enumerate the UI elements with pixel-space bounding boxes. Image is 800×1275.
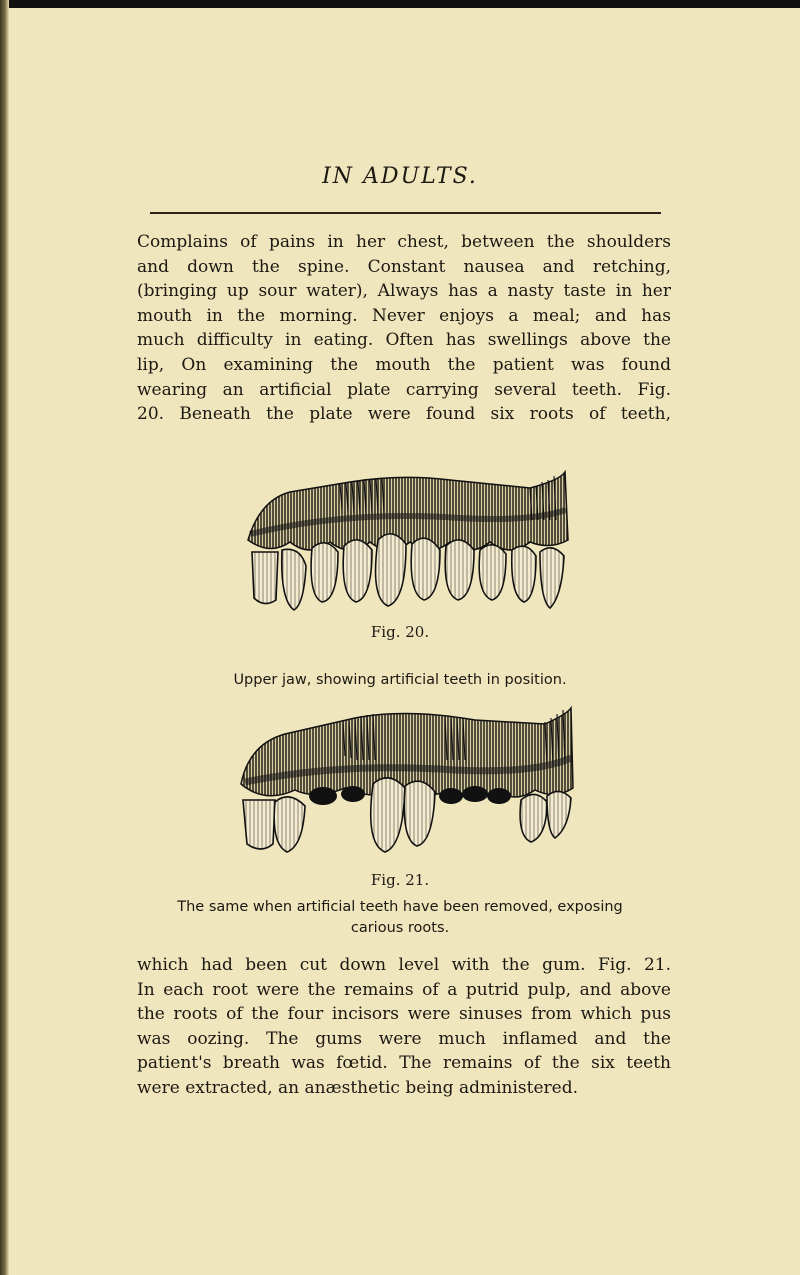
text-line: and down the spine. Constant nausea and retching, [137, 256, 671, 277]
text-line: 20. Beneath the plate were found six roots of teeth, [137, 404, 671, 425]
figure-21 [0, 704, 800, 856]
running-head: IN ADULTS. [322, 164, 478, 189]
figure-21-caption-line-1: The same when artificial teeth have been removed, exposing [177, 899, 623, 915]
text-line: was oozing. The gums were much inflamed and the [137, 1028, 671, 1049]
figure-21-caption-line-2: carious roots. [350, 920, 450, 936]
text-line: (bringing up sour water), Always has a nasty taste in her [137, 281, 671, 302]
header-rule [150, 212, 661, 214]
figure-20-caption [0, 670, 800, 691]
text-line: In each root were the remains of a putrid pulp, and above [137, 979, 671, 1000]
text-line: wearing an artificial plate carrying several teeth. Fig. [137, 379, 671, 400]
figure-20-caption-text: Upper jaw, showing artificial teeth in position. [233, 672, 567, 688]
text-line: Complains of pains in her chest, between the shoulders [137, 232, 671, 252]
paragraph-1 [137, 230, 671, 427]
text-line: lip, On examining the mouth the patient was found [137, 354, 671, 375]
text-line: which had been cut down level with the gum. Fig. 21. [137, 955, 671, 975]
page-top-edge [0, 0, 800, 8]
figure-20-label: Fig. 20. [370, 623, 430, 641]
figure-21-label: Fig. 21. [370, 871, 430, 889]
text-line: the roots of the four incisors were sinuses from which pus [137, 1004, 671, 1025]
upper-jaw-carious-roots-illustration [225, 704, 575, 856]
text-line: patient's breath was fœtid. The remains of the six teeth [137, 1053, 671, 1074]
text-line: much difficulty in eating. Often has swellings above the [137, 330, 671, 351]
paragraph-2 [137, 953, 671, 1101]
text-line: mouth in the morning. Never enjoys a meal; and has [137, 305, 671, 326]
figure-21-caption [0, 897, 800, 939]
figure-20 [0, 470, 800, 620]
upper-jaw-artificial-plate-illustration [230, 470, 570, 620]
text-line: were extracted, an anæsthetic being administered. [137, 1077, 579, 1098]
